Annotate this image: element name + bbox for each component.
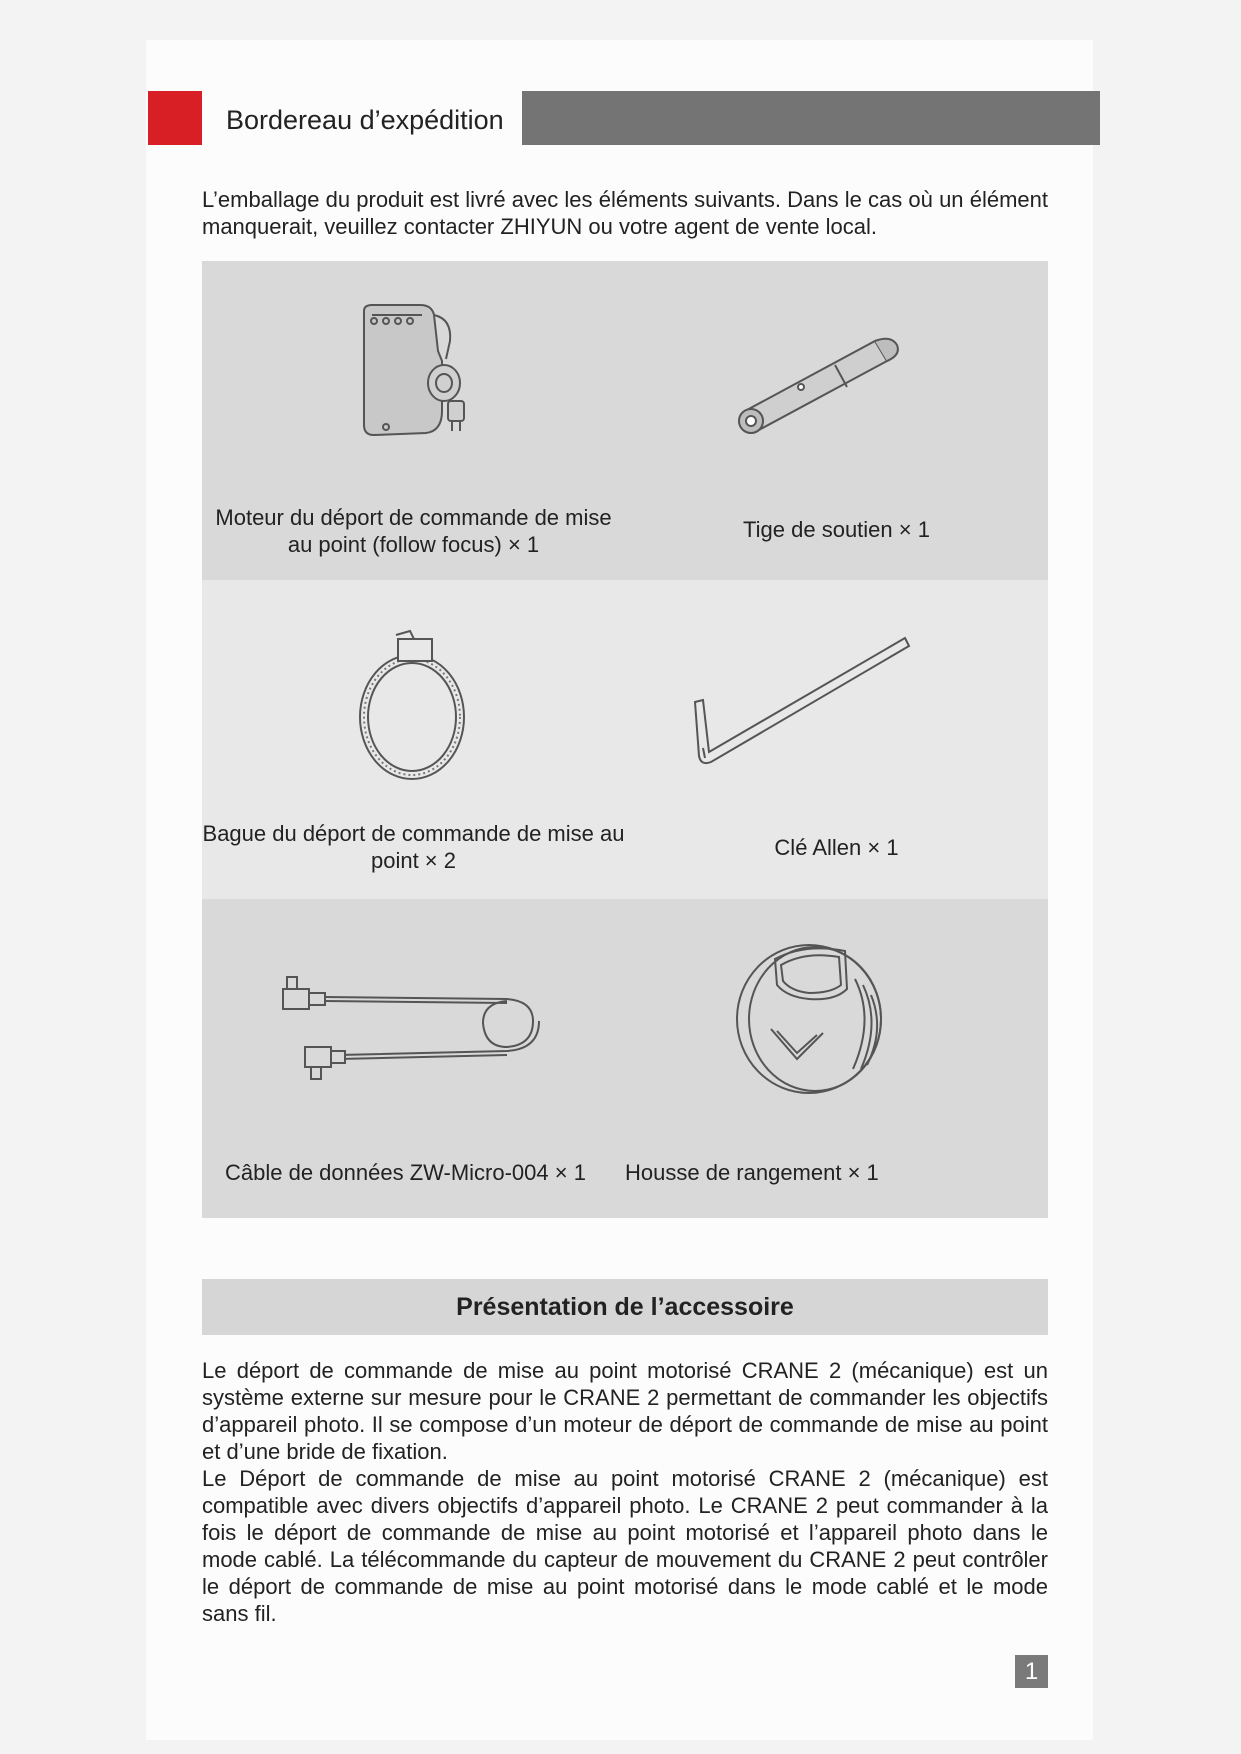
item-cable <box>202 899 625 1218</box>
item-rod <box>625 261 1048 580</box>
data-cable-illustration <box>277 969 557 1089</box>
intro-text: L’emballage du produit est livré avec les éléments suivants. Dans le cas où un élément manquerait, veuillez contacter ZHIYUN ou votre agent de vente local. <box>202 187 1048 239</box>
item-allen-key <box>625 580 1048 899</box>
section-title: Présentation de l’accessoire <box>456 1293 794 1321</box>
accessory-description <box>202 1357 1048 1627</box>
package-contents-table <box>202 261 1048 1218</box>
contents-row <box>202 580 1048 899</box>
storage-bag-illustration <box>735 939 895 1099</box>
focus-ring-illustration <box>352 625 482 785</box>
contents-row <box>202 261 1048 580</box>
header-accent-block <box>148 91 202 145</box>
contents-row <box>202 899 1048 1218</box>
item-motor-label: Moteur du déport de commande de mise au point (follow focus) × 1 <box>215 505 612 557</box>
item-cable-label: Câble de données ZW-Micro-004 × 1 <box>225 1160 586 1185</box>
focus-motor-illustration <box>352 301 482 441</box>
description-paragraph-1: Le déport de commande de mise au point motorisé CRANE 2 (mécanique) est un système externe sur mesure pour le CRANE 2 permettant de commander les objectifs d’appareil photo. Il se compose d’un moteur de déport de commande de mise au point et d’une bride de fixation. <box>202 1358 1048 1464</box>
item-ring-label: Bague du déport de commande de mise au point × 2 <box>202 821 625 873</box>
section-header <box>202 1279 1048 1335</box>
item-bag-label: Housse de rangement × 1 <box>625 1160 879 1185</box>
allen-key-illustration <box>685 630 915 770</box>
header-bar <box>522 91 1100 145</box>
support-rod-illustration <box>735 331 915 441</box>
item-bag <box>625 899 1048 1218</box>
description-paragraph-2: Le Déport de commande de mise au point motorisé CRANE 2 (mécanique) est compatible avec divers objectifs d’appareil photo. Le CRANE 2 peut commander à la fois le déport de commande de mise au point motorisé et l’appareil photo dans le mode cablé. La télécommande du capteur de mouvement du CRANE 2 peut contrôler le déport de commande de mise au point motorisé dans le mode cablé et le mode sans fil. <box>202 1466 1048 1626</box>
item-allen-key-label: Clé Allen × 1 <box>774 835 899 860</box>
page-title: Bordereau d’expédition <box>226 105 504 135</box>
item-motor <box>202 261 625 580</box>
page-number: 1 <box>1015 1655 1048 1688</box>
item-ring <box>202 580 625 899</box>
item-rod-label: Tige de soutien × 1 <box>743 517 930 542</box>
